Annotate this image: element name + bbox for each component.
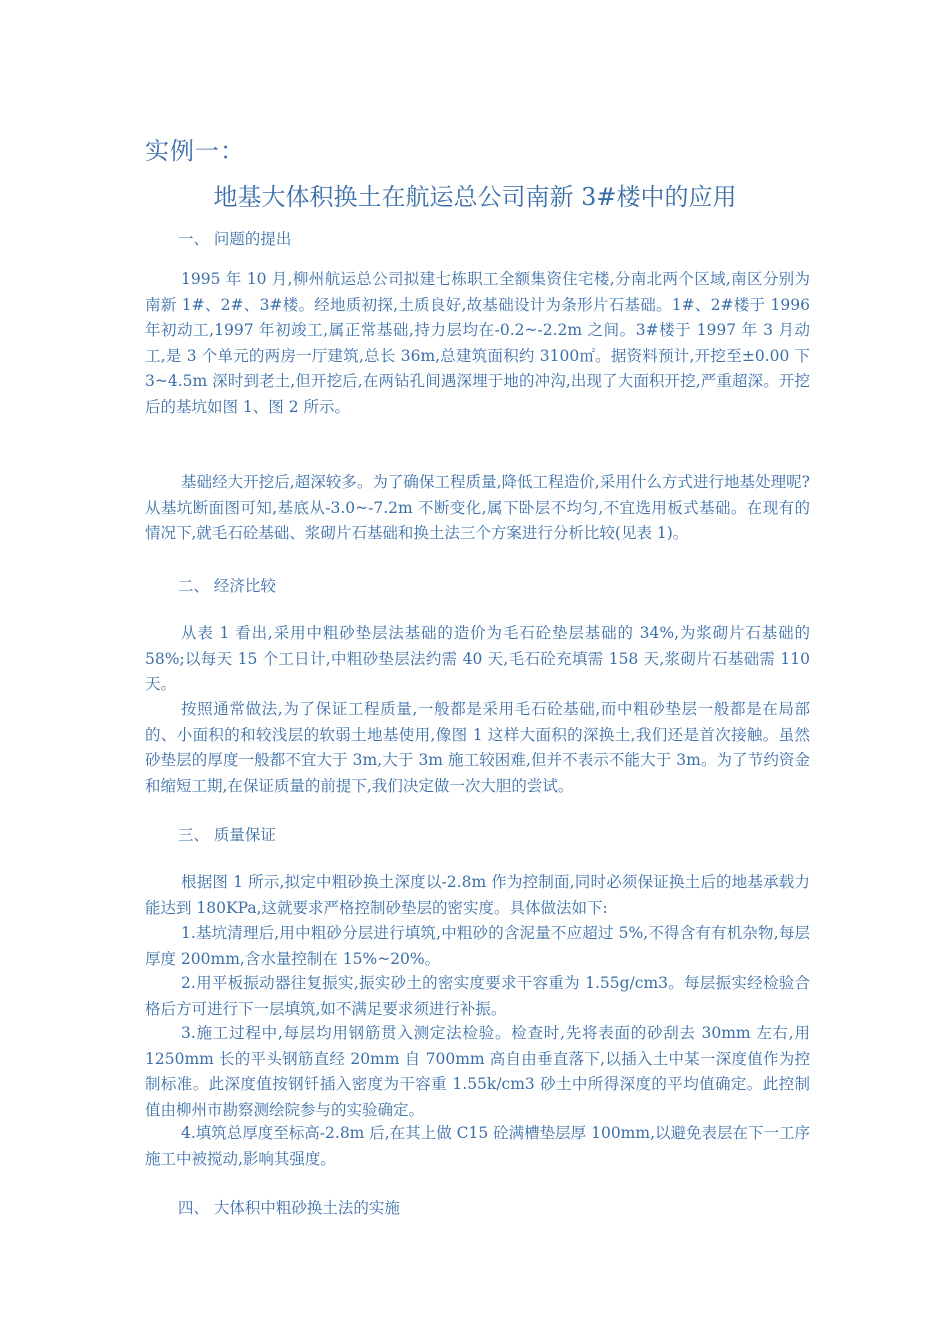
section-heading-2: 二、 经济比较 <box>178 577 276 595</box>
paragraph: 根据图 1 所示,拟定中粗砂换土深度以-2.8m 作为控制面,同时必须保证换土后的地基承载力能达到 180KPa,这就要求严格控制砂垫层的密实度。具体做法如下: <box>145 873 810 917</box>
paragraph: 4.填筑总厚度至标高-2.8m 后,在其上做 C15 砼满槽垫层厚 100mm,以避免表层在下一工序施工中被搅动,影响其强度。 <box>145 1124 811 1168</box>
paragraph: 基础经大开挖后,超深较多。为了确保工程质量,降低工程造价,采用什么方式进行地基处理呢?从基坑断面图可知,基底从-3.0~-7.2m 不断变化,属下卧层不均匀,不宜选用板式基础。在现有的情况下,就毛石砼基础、浆砌片石基础和换土法三个方案进行分析比较(见表 1)。 <box>145 473 810 542</box>
document-title: 地基大体积换土在航运总公司南新 3#楼中的应用 <box>213 183 737 211</box>
paragraph: 按照通常做法,为了保证工程质量,一般都是采用毛石砼基础,而中粗砂垫层一般都是在局部的、小面积的和较浅层的软弱土地基使用,像图 1 这样大面积的深换土,我们还是首次接触。虽然砂垫层的厚度一般都不宜大于 3m,大于 3m 施工较困难,但并不表示不能大于 3m。为了节约资金和缩短工期,在保证质量的前提下,我们决定做一次大胆的尝试。 <box>145 700 810 795</box>
case-label: 实例一： <box>145 137 245 165</box>
paragraph: 2.用平板振动器往复振实,振实砂土的密实度要求干容重为 1.55g/cm3。每层振实经检验合格后方可进行下一层填筑,如不满足要求须进行补振。 <box>145 974 810 1018</box>
paragraph: 3.施工过程中,每层均用钢筋贯入测定法检验。检查时,先将表面的砂刮去 30mm 左右,用 1250mm 长的平头钢筋直经 20mm 自 700mm 高自由垂直落下,以插入土中某一深度值作为控制标准。此深度值按钢钎插入密度为干容重 1.55k/cm3 砂土中所得深度的平均值确定。此控制值由柳州市勘察测绘院参与的实验确定。 <box>145 1024 810 1119</box>
section-heading-1: 一、 问题的提出 <box>178 230 292 248</box>
paragraph: 1.基坑清理后,用中粗砂分层进行填筑,中粗砂的含泥量不应超过 5%,不得含有有机杂物,每层厚度 200mm,含水量控制在 15%~20%。 <box>145 924 810 968</box>
paragraph: 从表 1 看出,采用中粗砂垫层法基础的造价为毛石砼垫层基础的 34%,为浆砌片石基础的 58%;以每天 15 个工日计,中粗砂垫层法约需 40 天,毛石砼充填需 158 天,浆砌片石基础需 110 天。 <box>145 624 810 693</box>
paragraph: 1995 年 10 月,柳州航运总公司拟建七栋职工全额集资住宅楼,分南北两个区域,南区分别为南新 1#、2#、3#楼。经地质初探,土质良好,故基础设计为条形片石基础。1#、2#楼于 1996 年初动工,1997 年初竣工,属正常基础,持力层均在-0.2~-2.2m 之间。3#楼于 1997 年 3 月动工,是 3 个单元的两房一厅建筑,总长 36m,总建筑面积约 3100㎡。据资料预计,开挖至±0.00 下 3~4.5m 深时到老土,但开挖后,在两钻孔间遇深埋于地的冲沟,出现了大面积开挖,严重超深。开挖后的基坑如图 1、图 2 所示。 <box>145 270 810 416</box>
section-heading-3: 三、 质量保证 <box>178 826 276 844</box>
section-heading-4: 四、 大体积中粗砂换土法的实施 <box>178 1199 400 1217</box>
